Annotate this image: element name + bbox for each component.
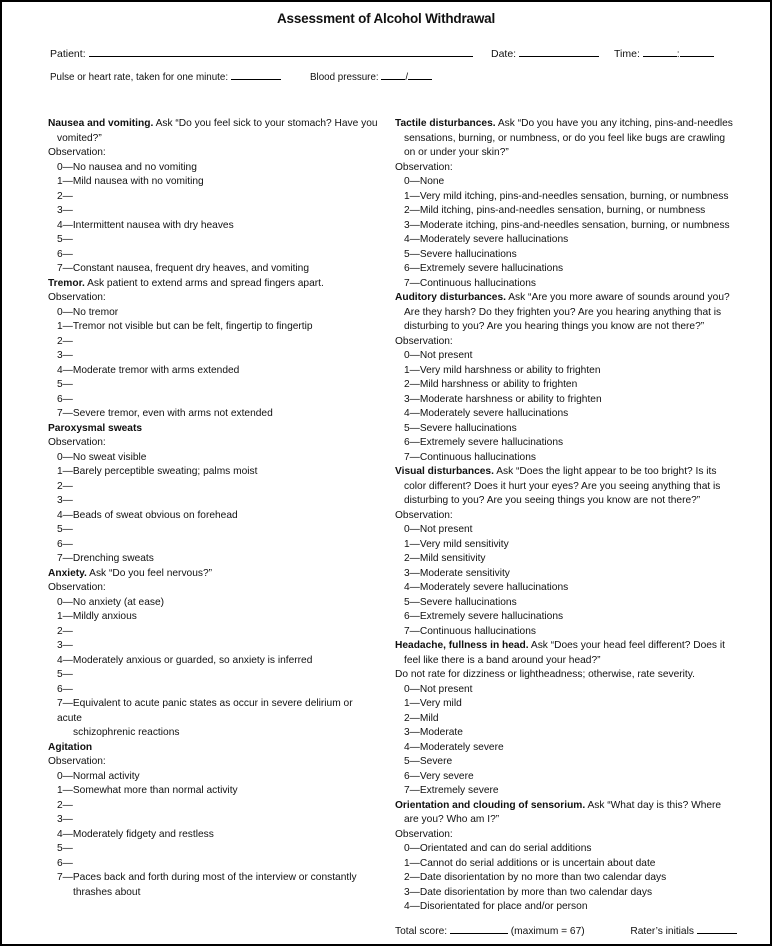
rating-option[interactable]: [395, 770, 735, 785]
rating-option[interactable]: [395, 697, 735, 712]
rating-option-text: 5—Severe hallucinations: [404, 596, 517, 608]
rating-option-text: 2—Mild harshness or ability to frighten: [404, 379, 578, 390]
rating-option[interactable]: [48, 393, 378, 408]
score-footer: [395, 922, 737, 940]
left-column: [48, 117, 378, 900]
total-score-label: Total score:: [395, 926, 448, 937]
time-separator: :: [676, 48, 680, 60]
rating-option[interactable]: [48, 784, 378, 799]
rating-option-text: 2—Mild itching, pins-and-needles sensation, burning, or numbness: [404, 205, 706, 216]
rating-option[interactable]: [48, 349, 378, 364]
section-prompt-continued: disturbing to you? Are you hearing things you know are not there?”: [404, 321, 705, 332]
rating-option[interactable]: [395, 552, 735, 567]
observation-instruction: Do not rate for dizziness or lightheadness; otherwise, rate severity.: [395, 669, 695, 680]
observation-label: Observation:: [395, 828, 453, 840]
rating-option-text: 5—Severe hallucinations: [404, 422, 517, 434]
rating-option[interactable]: [395, 393, 735, 408]
time-minutes-field[interactable]: [680, 45, 714, 57]
rating-option-text: 1—Barely perceptible sweating; palms moist: [57, 466, 258, 477]
rating-option-text: 5—: [57, 379, 73, 390]
bp-row: [310, 68, 432, 86]
bp-systolic-field[interactable]: [381, 68, 405, 80]
rating-option-text: 0—No sweat visible: [57, 451, 147, 463]
rating-option-text: 4—Moderately severe hallucinations: [404, 408, 569, 419]
rating-option-text: 6—: [57, 683, 73, 695]
rating-option[interactable]: [48, 552, 378, 567]
section-name: Paroxysmal sweats: [48, 422, 143, 434]
rating-option-text: 6—: [57, 538, 73, 550]
rating-option[interactable]: [395, 436, 735, 451]
rating-option[interactable]: [395, 407, 735, 422]
rating-option-text: 3—Date disorientation by more than two calendar days: [404, 886, 653, 898]
section-prompt-continued: vomited?”: [57, 132, 102, 144]
rating-option-text: 2—: [57, 190, 73, 202]
rating-option[interactable]: [48, 509, 378, 524]
rating-option[interactable]: [395, 364, 735, 379]
pulse-field[interactable]: [231, 68, 281, 80]
rating-option-text: 1—Tremor not visible but can be felt, fingertip to fingertip: [57, 321, 313, 332]
rating-option-text: 3—Moderate: [404, 727, 463, 738]
rating-option[interactable]: [48, 248, 378, 263]
assessment-section: [395, 117, 735, 291]
section-heading: [48, 422, 378, 437]
rating-option-text: 0—No anxiety (at ease): [57, 596, 165, 608]
section-prompt: Ask “Does the light appear to be too bright? Is its: [496, 466, 717, 477]
rating-option-text: 7—Severe tremor, even with arms not extended: [57, 408, 273, 419]
rating-option-text: 5—: [57, 843, 73, 854]
rating-option[interactable]: [48, 465, 378, 480]
rating-option-text: 1—Cannot do serial additions or is uncertain about date: [404, 857, 656, 869]
rating-option-text: 6—Very severe: [404, 770, 474, 782]
section-name: Agitation: [48, 741, 93, 753]
rating-option[interactable]: [395, 451, 735, 466]
rating-option-text: 3—: [57, 640, 73, 651]
maximum-note: (maximum = 67): [510, 926, 585, 937]
rating-option-text: 1—Very mild itching, pins-and-needles sensation, burning, or numbness: [404, 190, 729, 202]
rating-option[interactable]: [395, 262, 735, 277]
section-prompt-continued: on or under your skin?”: [404, 147, 509, 158]
rating-option-text: 6—Extremely severe hallucinations: [404, 437, 564, 448]
rating-option[interactable]: [48, 610, 378, 625]
rating-option-text: 5—: [57, 234, 73, 245]
rating-option-text: 6—Extremely severe hallucinations: [404, 611, 564, 622]
rating-option[interactable]: [395, 349, 735, 364]
rating-option-text: 7—Constant nausea, frequent dry heaves, and vomiting: [57, 263, 310, 274]
section-prompt: Ask “Are you more aware of sounds around you?: [508, 292, 730, 303]
rating-option[interactable]: [395, 277, 735, 292]
rating-option-text: 0—Not present: [404, 350, 473, 361]
rating-option-text-continued: schizophrenic reactions: [73, 727, 180, 738]
patient-field[interactable]: [89, 45, 473, 57]
rating-option[interactable]: [395, 726, 735, 741]
rating-option-text: 4—Moderate tremor with arms extended: [57, 364, 240, 376]
rating-option[interactable]: [48, 306, 378, 321]
assessment-section: [48, 117, 378, 277]
observation-label: Observation:: [48, 147, 106, 158]
rating-option-text: 3—: [57, 350, 73, 361]
section-heading: [395, 465, 735, 480]
section-prompt-continued: Are they harsh? Do they frighten you? Are you hearing anything that is: [404, 306, 722, 318]
rating-option[interactable]: [395, 784, 735, 799]
rating-option-text: 7—Paces back and forth during most of the interview or constantly: [57, 872, 357, 883]
section-heading: [48, 741, 378, 756]
rating-option-text: 4—Moderately anxious or guarded, so anxiety is inferred: [57, 654, 313, 666]
rating-option-text: 4—Moderately severe hallucinations: [404, 582, 569, 593]
rating-option[interactable]: [48, 654, 378, 669]
rating-option[interactable]: [48, 219, 378, 234]
form-title: Assessment of Alcohol Withdrawal: [276, 11, 496, 26]
rating-option-text: 4—Moderately severe hallucinations: [404, 234, 569, 245]
rating-option[interactable]: [48, 175, 378, 190]
section-prompt-continued: are you? Who am I?”: [404, 814, 500, 825]
rating-option-text: 7—Continuous hallucinations: [404, 277, 536, 289]
rating-option[interactable]: [48, 335, 378, 350]
rating-option[interactable]: [48, 320, 378, 335]
rating-option[interactable]: [395, 712, 735, 727]
rating-option-text: 4—Moderately severe: [404, 741, 504, 753]
rating-option-text: 2—: [57, 480, 73, 492]
rating-option[interactable]: [48, 190, 378, 205]
rating-option[interactable]: [48, 407, 378, 422]
rating-option-text: 7—Drenching sweats: [57, 553, 154, 564]
section-prompt: Ask “Do you feel sick to your stomach? Have you: [155, 118, 378, 129]
rating-option-text: 0—Not present: [404, 683, 473, 695]
rating-option[interactable]: [395, 886, 735, 901]
rating-option[interactable]: [48, 378, 378, 393]
pulse-row: [50, 68, 281, 86]
observation-label: Observation:: [395, 335, 453, 347]
bp-separator: /: [405, 72, 409, 83]
section-prompt: Ask patient to extend arms and spread fingers apart.: [87, 277, 324, 289]
rating-option[interactable]: [395, 190, 735, 205]
total-score-field[interactable]: [450, 922, 508, 934]
section-name: Tactile disturbances.: [395, 118, 496, 129]
section-heading: [48, 567, 378, 582]
rating-option[interactable]: [48, 813, 378, 828]
section-prompt-continued: feel like there is a band around your head?”: [404, 654, 601, 666]
rating-option[interactable]: [48, 828, 378, 843]
rating-option-text: 3—Moderate harshness or ability to frighten: [404, 393, 602, 405]
rating-option[interactable]: [395, 581, 735, 596]
rating-option[interactable]: [48, 480, 378, 495]
rating-option[interactable]: [395, 248, 735, 263]
section-prompt: Ask “What day is this? Where: [587, 799, 722, 811]
rating-option-text: 1—Mild nausea with no vomiting: [57, 176, 204, 187]
rating-option[interactable]: [395, 755, 735, 770]
rating-option-text: 7—Extremely severe: [404, 785, 499, 796]
date-label: Date:: [491, 48, 517, 60]
rating-option-text: 4—Disorientated for place and/or person: [404, 901, 588, 912]
rating-option-text: 3—: [57, 205, 73, 216]
bp-diastolic-field[interactable]: [408, 68, 432, 80]
rating-option-text: 2—: [57, 625, 73, 637]
section-prompt-continued: disturbing to you? Are you seeing things you know are not there?”: [404, 495, 701, 506]
rating-option-text: 3—Moderate sensitivity: [404, 567, 510, 579]
rating-option-text: 0—Normal activity: [57, 770, 140, 782]
date-row: [491, 45, 599, 62]
rating-option[interactable]: [48, 262, 378, 277]
section-heading: [48, 117, 378, 132]
rating-option[interactable]: [395, 683, 735, 698]
section-name: Nausea and vomiting.: [48, 118, 154, 129]
rating-option-text: 0—Orientated and can do serial additions: [404, 843, 592, 854]
assessment-section: [395, 639, 735, 799]
rating-option-text: 1—Very mild harshness or ability to frighten: [404, 364, 601, 376]
rating-option-text: 5—Severe: [404, 756, 453, 767]
rating-option-text: 1—Very mild sensitivity: [404, 538, 509, 550]
section-name: Visual disturbances.: [395, 466, 494, 477]
rating-option[interactable]: [48, 625, 378, 640]
rating-option-text: 5—Severe hallucinations: [404, 248, 517, 260]
rating-option[interactable]: [48, 799, 378, 814]
section-heading: [395, 639, 735, 654]
rating-option[interactable]: [48, 697, 378, 741]
rating-option-text: 6—: [57, 248, 73, 260]
date-field[interactable]: [519, 45, 599, 57]
rating-option-text: 5—: [57, 524, 73, 535]
rating-option[interactable]: [48, 857, 378, 872]
rating-option-text: 7—Continuous hallucinations: [404, 625, 536, 637]
rating-option-text: 2—Date disorientation by no more than two calendar days: [404, 872, 667, 883]
rating-option[interactable]: [48, 451, 378, 466]
time-row: [614, 45, 714, 62]
rating-option-text: 1—Mildly anxious: [57, 611, 137, 622]
rating-option-text: 6—: [57, 857, 73, 869]
assessment-section: [395, 799, 735, 915]
bp-label: Blood pressure:: [310, 72, 379, 83]
rating-option[interactable]: [395, 422, 735, 437]
rating-option-text: 1—Somewhat more than normal activity: [57, 785, 238, 796]
section-name: Tremor.: [48, 277, 85, 289]
rating-option[interactable]: [395, 625, 735, 640]
rating-option-text: 0—None: [404, 176, 445, 187]
rating-option[interactable]: [395, 857, 735, 872]
rating-option[interactable]: [395, 567, 735, 582]
right-column: [395, 117, 735, 915]
rating-option-text-continued: thrashes about: [73, 886, 141, 898]
observation-label: Observation:: [395, 509, 453, 521]
rating-option-text: 0—No tremor: [57, 306, 119, 318]
rating-option-text: 7—Continuous hallucinations: [404, 451, 536, 463]
rating-option[interactable]: [48, 494, 378, 509]
rating-option-text: 2—: [57, 799, 73, 811]
section-name: Orientation and clouding of sensorium.: [395, 799, 586, 811]
rating-option-text: 7—Equivalent to acute panic states as occur in severe delirium or acute: [57, 698, 353, 724]
rating-option[interactable]: [395, 538, 735, 553]
rating-option-text: 0—No nausea and no vomiting: [57, 161, 197, 173]
rating-option[interactable]: [48, 770, 378, 785]
patient-row: [50, 45, 473, 62]
rating-option-text: 3—Moderate itching, pins-and-needles sensation, burning, or numbness: [404, 219, 730, 231]
rating-option-text: 0—Not present: [404, 524, 473, 535]
observation-label: Observation:: [395, 161, 453, 173]
rating-option[interactable]: [48, 639, 378, 654]
section-prompt-continued: sensations, burning, or numbness, or do you feel like bugs are crawling: [404, 132, 726, 144]
rating-option[interactable]: [395, 842, 735, 857]
rating-option-text: 6—: [57, 393, 73, 405]
rating-option-text: 3—: [57, 495, 73, 506]
section-heading: [395, 117, 735, 132]
rating-option[interactable]: [395, 204, 735, 219]
rating-option-text: 2—: [57, 335, 73, 347]
rating-option[interactable]: [48, 161, 378, 176]
assessment-section: [395, 291, 735, 465]
section-heading: [395, 799, 735, 814]
section-prompt: Ask “Does your head feel different? Does it: [530, 640, 725, 651]
section-prompt: Ask “Do you feel nervous?”: [89, 567, 213, 579]
rating-option[interactable]: [48, 842, 378, 857]
time-label: Time:: [614, 48, 640, 60]
rating-option-text: 6—Extremely severe hallucinations: [404, 263, 564, 274]
rating-option[interactable]: [48, 668, 378, 683]
section-prompt: Ask “Do you have you any itching, pins-and-needles: [497, 118, 733, 129]
pulse-label: Pulse or heart rate, taken for one minute:: [50, 72, 229, 83]
rating-option[interactable]: [395, 378, 735, 393]
rating-option-text: 1—Very mild: [404, 698, 462, 709]
assessment-section: [48, 277, 378, 422]
rating-option[interactable]: [395, 523, 735, 538]
section-name: Anxiety.: [48, 567, 87, 579]
observation-label: Observation:: [48, 437, 106, 448]
rating-option[interactable]: [395, 596, 735, 611]
section-heading: [395, 291, 735, 306]
section-heading: [48, 277, 378, 292]
observation-label: Observation:: [48, 756, 106, 767]
rating-option-text: 4—Intermittent nausea with dry heaves: [57, 219, 234, 231]
rating-option-text: 3—: [57, 814, 73, 825]
rating-option[interactable]: [48, 596, 378, 611]
observation-label: Observation:: [48, 292, 106, 303]
rating-option-text: 2—Mild: [404, 712, 439, 724]
rating-option[interactable]: [48, 523, 378, 538]
rating-option[interactable]: [48, 204, 378, 219]
rating-option[interactable]: [395, 175, 735, 190]
patient-label: Patient:: [50, 48, 86, 60]
section-name: Auditory disturbances.: [395, 292, 506, 303]
time-hours-field[interactable]: [643, 45, 677, 57]
rating-option[interactable]: [395, 871, 735, 886]
assessment-section: [48, 422, 378, 567]
observation-label: Observation:: [48, 582, 106, 593]
section-prompt-continued: color different? Does it hurt your eyes? Are you seeing anything that is: [404, 480, 721, 492]
rating-option[interactable]: [395, 233, 735, 248]
rating-option[interactable]: [48, 871, 378, 900]
section-name: Headache, fullness in head.: [395, 640, 529, 651]
rating-option-text: 5—: [57, 669, 73, 680]
rating-option[interactable]: [48, 233, 378, 248]
assessment-section: [395, 465, 735, 639]
assessment-section: [48, 741, 378, 901]
rating-option[interactable]: [48, 683, 378, 698]
rating-option-text: 2—Mild sensitivity: [404, 553, 486, 564]
rater-initials-field[interactable]: [697, 922, 737, 934]
rating-option[interactable]: [395, 741, 735, 756]
rating-option-text: 4—Moderately fidgety and restless: [57, 828, 214, 840]
rater-initials-label: Rater’s initials: [630, 926, 694, 937]
rating-option[interactable]: [395, 610, 735, 625]
rating-option[interactable]: [48, 538, 378, 553]
rating-option-text: 4—Beads of sweat obvious on forehead: [57, 509, 238, 521]
assessment-section: [48, 567, 378, 741]
rating-option[interactable]: [395, 900, 735, 915]
rating-option[interactable]: [395, 219, 735, 234]
rating-option[interactable]: [48, 364, 378, 379]
